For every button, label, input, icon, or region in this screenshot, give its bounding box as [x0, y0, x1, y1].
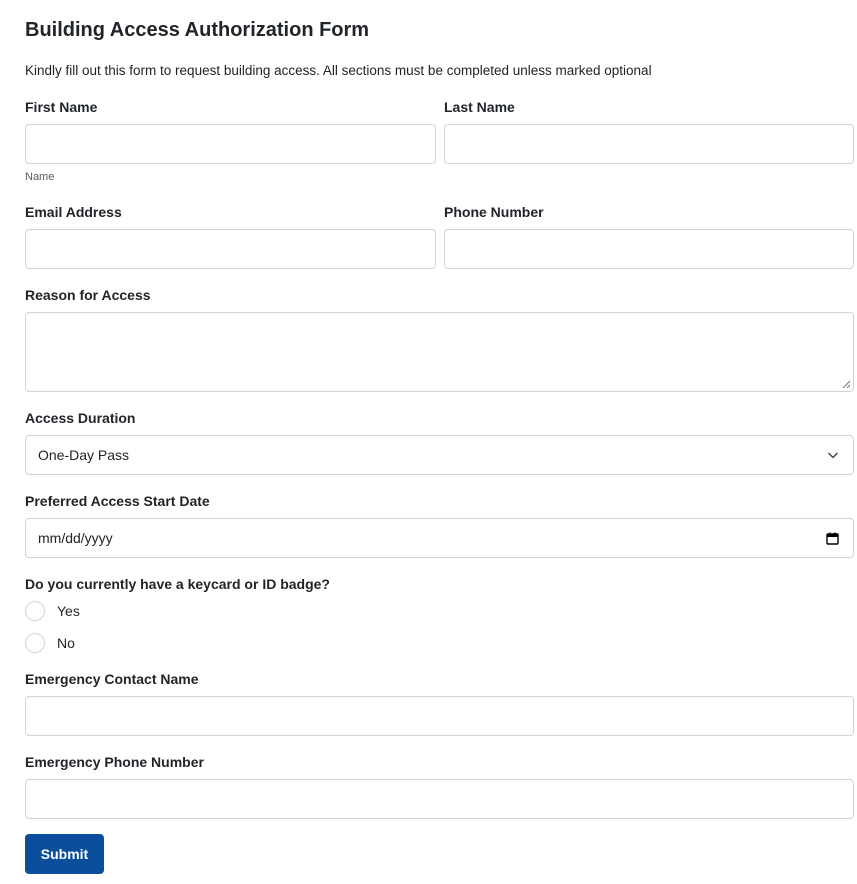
duration-select[interactable]: [25, 435, 854, 475]
email-label: Email Address: [25, 204, 122, 220]
start-date-placeholder: mm/dd/yyyy: [38, 530, 113, 546]
emergency-phone-label: Emergency Phone Number: [25, 754, 204, 770]
keycard-option-no[interactable]: [25, 633, 75, 653]
start-date-label: Preferred Access Start Date: [25, 493, 210, 509]
phone-input[interactable]: [444, 229, 854, 269]
emergency-name-label: Emergency Contact Name: [25, 671, 199, 687]
emergency-phone-input[interactable]: [25, 779, 854, 819]
duration-selected-value: One-Day Pass: [38, 447, 130, 463]
first-name-help: Name: [25, 171, 55, 183]
first-name-label: First Name: [25, 99, 98, 115]
keycard-question: Do you currently have a keycard or ID badge?: [25, 576, 330, 592]
radio-no-label: No: [57, 635, 75, 651]
resize-grip-icon[interactable]: [842, 380, 851, 389]
reason-label: Reason for Access: [25, 287, 151, 303]
start-date-input[interactable]: [25, 518, 854, 558]
radio-yes[interactable]: [25, 601, 45, 621]
submit-button[interactable]: Submit: [25, 834, 104, 874]
radio-no[interactable]: [25, 633, 45, 653]
last-name-label: Last Name: [444, 99, 515, 115]
first-name-input[interactable]: [25, 124, 436, 164]
emergency-name-input[interactable]: [25, 696, 854, 736]
form-instructions: Kindly fill out this form to request building access. All sections must be completed unless marked optional: [25, 63, 652, 78]
phone-label: Phone Number: [444, 204, 544, 220]
reason-textarea[interactable]: [25, 312, 854, 392]
chevron-down-icon: [827, 449, 839, 461]
duration-label: Access Duration: [25, 410, 136, 426]
email-input[interactable]: [25, 229, 436, 269]
calendar-icon[interactable]: [826, 532, 839, 545]
last-name-input[interactable]: [444, 124, 854, 164]
page-title: Building Access Authorization Form: [25, 19, 370, 41]
radio-yes-label: Yes: [57, 603, 80, 619]
keycard-option-yes[interactable]: [25, 601, 80, 621]
